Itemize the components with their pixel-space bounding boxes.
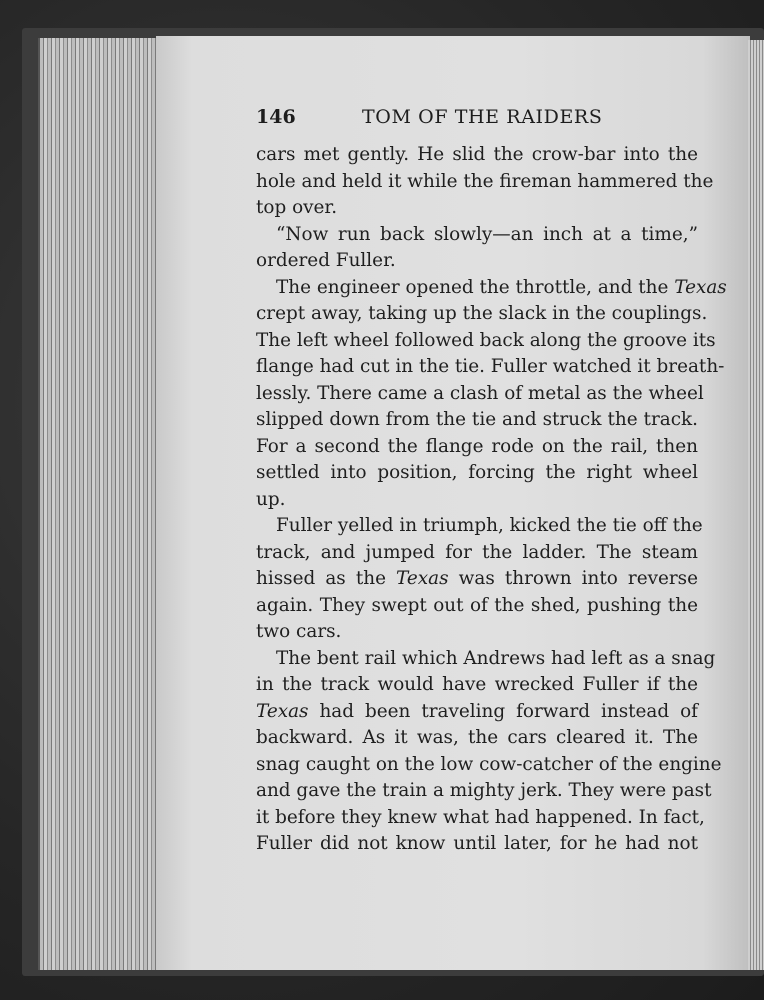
text-line: [256, 487, 698, 514]
text-line: [256, 222, 698, 249]
text-segment: slipped down from the tie and struck the track.: [256, 409, 698, 430]
text-line: [256, 381, 704, 408]
running-head: [256, 106, 698, 130]
text-segment: Fuller did not know until later, for he had not: [256, 833, 698, 854]
text-segment: The bent rail which Andrews had left as a snag: [276, 647, 716, 669]
text-segment: hole and held it while the fireman hammered the: [256, 170, 714, 192]
text-line: [256, 460, 698, 487]
text-line: [256, 142, 698, 169]
text-segment: For a second the flange rode on the rail, then: [256, 435, 698, 457]
text-line: [256, 434, 698, 461]
text-segment: in the track would have wrecked Fuller if the: [256, 674, 698, 695]
text-line: [256, 513, 703, 540]
text-segment: settled into position, forcing the right wheel: [256, 462, 698, 483]
text-segment: Fuller yelled in triumph, kicked the tie off the: [276, 515, 703, 536]
text-line: [256, 540, 698, 567]
text-segment: it before they knew what had happened. In fact,: [256, 806, 705, 828]
text-line: [256, 354, 725, 381]
page-edges-right: [748, 40, 764, 970]
text-line: [256, 328, 716, 355]
text-segment: track, and jumped for the ladder. The steam: [256, 541, 698, 563]
text-segment: again. They swept out of the shed, pushing the: [256, 594, 698, 616]
text-segment: The engineer opened the throttle, and the: [276, 276, 675, 298]
text-line: [256, 831, 698, 858]
text-line: [256, 619, 698, 646]
italic-text: Texas: [674, 276, 727, 298]
text-line: [256, 248, 698, 275]
text-segment: hissed as the: [256, 568, 397, 589]
text-line: [256, 566, 698, 593]
text-line: [256, 699, 698, 726]
text-line: [256, 778, 712, 805]
text-segment: “Now run back slowly—an inch at a time,”: [276, 223, 698, 245]
text-segment: two cars.: [256, 621, 342, 642]
text-line: [256, 301, 708, 328]
body-text: [256, 142, 727, 858]
text-line: [256, 195, 698, 222]
text-line: [256, 752, 722, 779]
text-segment: had been traveling forward instead of: [308, 700, 698, 722]
page-edges-left: [38, 38, 158, 970]
text-line: [256, 646, 716, 673]
text-segment: lessly. There came a clash of metal as the wheel: [256, 382, 704, 404]
text-segment: and gave the train a mighty jerk. They were past: [256, 780, 712, 801]
italic-text: Texas: [396, 568, 449, 589]
text-segment: crept away, taking up the slack in the couplings.: [256, 303, 708, 324]
italic-text: Texas: [256, 700, 309, 722]
text-segment: The left wheel followed back along the groove its: [256, 329, 716, 351]
text-segment: up.: [256, 488, 286, 510]
text-segment: snag caught on the low cow-catcher of the engine: [256, 753, 722, 775]
text-line: [256, 593, 698, 620]
text-segment: flange had cut in the tie. Fuller watched it breath-: [256, 356, 725, 377]
text-segment: top over.: [256, 197, 338, 218]
text-line: [256, 275, 727, 302]
page-number: 146: [256, 106, 296, 128]
text-segment: cars met gently. He slid the crow-bar into the: [256, 144, 698, 165]
text-line: [256, 672, 698, 699]
text-segment: was thrown into reverse: [448, 568, 698, 589]
text-line: [256, 407, 698, 434]
text-segment: ordered Fuller.: [256, 250, 396, 271]
text-line: [256, 805, 705, 832]
text-line: [256, 169, 714, 196]
text-segment: backward. As it was, the cars cleared it. The: [256, 727, 698, 748]
text-line: [256, 725, 698, 752]
running-head-title: TOM OF THE RAIDERS: [362, 106, 603, 128]
